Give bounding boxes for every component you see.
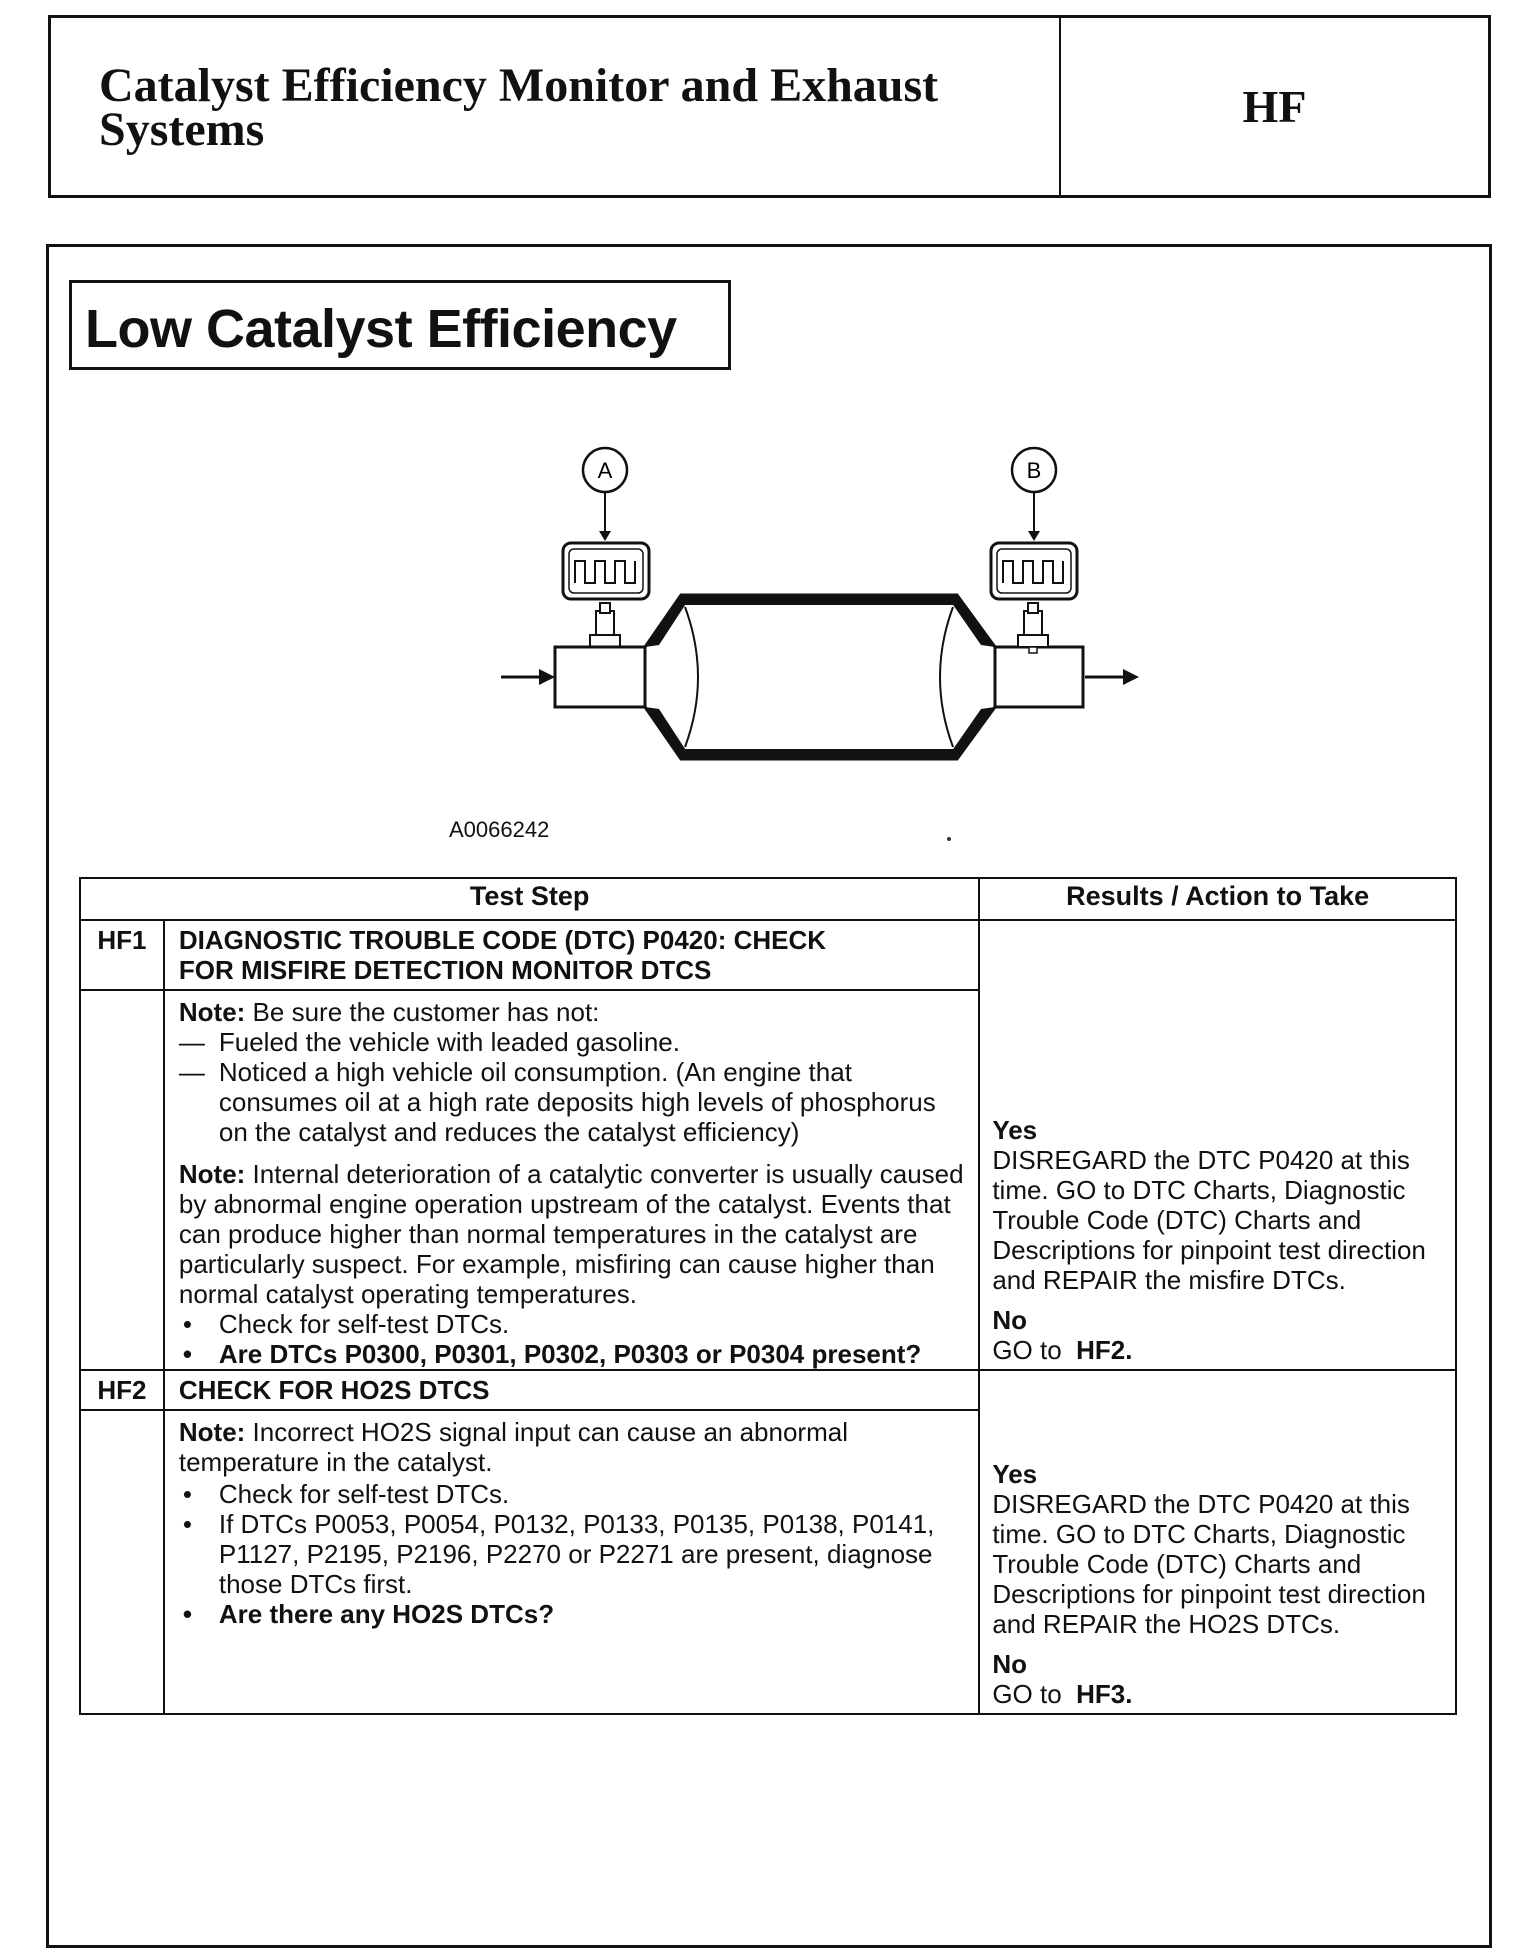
step-hf1-bullet: • Check for self-test DTCs. <box>182 1309 510 1339</box>
section-code: HF <box>1242 81 1307 132</box>
step-hf1-note2-label: Note: <box>178 1159 246 1189</box>
scan-speck <box>947 837 951 841</box>
step-hf2-question-text: Are there any HO2S DTCs? <box>218 1599 555 1629</box>
step-hf1-yes <box>992 1115 1451 1295</box>
step-hf2-no-go: GO to <box>992 1679 1062 1709</box>
inlet-pipe <box>555 647 645 707</box>
step-hf1-question-text: Are DTCs P0300, P0301, P0302, P0303 or P0304 present? <box>218 1339 922 1369</box>
main-content <box>46 244 1492 1948</box>
header-test-step: Test Step <box>80 878 979 920</box>
chapter-title-line1: Catalyst Efficiency Monitor and Exhaust <box>99 59 939 112</box>
table-header-row <box>80 878 1456 920</box>
catalytic-converter-diagram <box>449 427 1159 867</box>
step-hf1-question: • Are DTCs P0300, P0301, P0302, P0303 or P0304 present? <box>182 1339 922 1369</box>
step-hf1-content <box>164 990 979 1370</box>
step-hf1-no-go: GO to <box>992 1335 1062 1365</box>
step-hf1-yes-label: Yes <box>992 1115 1038 1145</box>
step-hf1-note2 <box>179 1159 964 1309</box>
step-hf1-no <box>992 1305 1451 1365</box>
step-hf1-bullet-text: Check for self-test DTCs. <box>218 1309 510 1339</box>
step-hf2-yes-text: DISREGARD the DTC P0420 at this time. GO to DTC Charts, Diagnostic Trouble Code (DTC) Charts and Descriptions for pinpoint test direction and REPAIR the HO2S DTCs. <box>992 1489 1426 1639</box>
step-hf1-code: HF1 <box>80 920 164 990</box>
step-hf2-code: HF2 <box>80 1370 164 1410</box>
step-hf1-title-row <box>80 920 1456 990</box>
step-hf1-title-line2: FOR MISFIRE DETECTION MONITOR DTCS <box>178 955 712 985</box>
step-hf1-no-target: HF2. <box>1076 1335 1133 1365</box>
step-hf1-yes-text: DISREGARD the DTC P0420 at this time. GO to DTC Charts, Diagnostic Trouble Code (DTC) Charts and Descriptions for pinpoint test direction and REPAIR the misfire DTCs. <box>992 1145 1426 1295</box>
diagnostic-table <box>79 877 1457 1715</box>
step-hf2-note-text: Incorrect HO2S signal input can cause an abnormal temperature in the catalyst. <box>178 1417 848 1477</box>
step-hf2-title: CHECK FOR HO2S DTCS <box>164 1370 979 1410</box>
section-title: Low Catalyst Efficiency <box>69 280 731 370</box>
step-hf2-note-label: Note: <box>178 1417 246 1447</box>
step-hf2-question: • Are there any HO2S DTCs? <box>182 1599 555 1629</box>
step-hf1-note1-text: Be sure the customer has not: <box>252 997 600 1027</box>
header-results: Results / Action to Take <box>979 878 1456 920</box>
label-b: B <box>1026 458 1042 483</box>
step-hf2-yes <box>992 1459 1451 1639</box>
chapter-title-line2: Systems <box>99 103 265 156</box>
step-hf2-bullet: • If DTCs P0053, P0054, P0132, P0133, P0135, P0138, P0141, P1127, P2195, P2196, P2270 or P2271 are present, diagnose those DTCs first. <box>179 1509 964 1599</box>
step-hf1-title-line1: DIAGNOSTIC TROUBLE CODE (DTC) P0420: CHECK <box>178 925 827 955</box>
step-hf1-note2-text: Internal deterioration of a catalytic converter is usually caused by abnormal engine operation upstream of the catalyst. Events that can produce higher than normal temperatures in the catalyst are particularly suspect. For example, misfiring can cause higher than normal catalyst operating temperatures. <box>178 1159 964 1309</box>
step-hf2-content <box>164 1410 979 1714</box>
step-hf1-note1-label: Note: <box>178 997 246 1027</box>
step-hf2-title-row <box>80 1370 1456 1410</box>
step-hf1-results <box>979 920 1456 1370</box>
step-hf2-no-text <box>992 1679 1451 1709</box>
figure-id: A0066242 <box>449 817 550 842</box>
step-hf2-no-target: HF3. <box>1076 1679 1133 1709</box>
step-hf2-no <box>992 1649 1451 1709</box>
step-hf1-title <box>164 920 979 990</box>
step-hf2-bullet-text: If DTCs P0053, P0054, P0132, P0133, P0135, P0138, P0141, P1127, P2195, P2196, P2270 or P2271 are present, diagnose those DTCs first. <box>218 1509 935 1599</box>
step-hf1-note1-item: — Fueled the vehicle with leaded gasoline. <box>178 1027 680 1057</box>
step-hf1-no-text <box>992 1335 1451 1365</box>
step-hf1-no-label: No <box>992 1305 1027 1335</box>
step-hf1-note1-item: — Noticed a high vehicle oil consumption. (An engine that consumes oil at a high rate deposits high levels of phosphorus on the catalyst and reduces the catalyst efficiency) <box>179 1057 964 1147</box>
step-hf2-code-blank <box>80 1410 164 1714</box>
page-header <box>48 15 1491 198</box>
step-hf2-note <box>179 1417 964 1477</box>
step-hf1-note1-item-text: Noticed a high vehicle oil consumption. (An engine that consumes oil at a high rate deposits high levels of phosphorus on the catalyst and reduces the catalyst efficiency) <box>218 1057 936 1147</box>
step-hf2-no-label: No <box>992 1649 1027 1679</box>
step-hf2-yes-label: Yes <box>992 1459 1038 1489</box>
step-hf1-note1-item-text: Fueled the vehicle with leaded gasoline. <box>218 1027 680 1057</box>
chapter-title <box>51 18 1061 195</box>
step-hf1-note1 <box>179 997 964 1147</box>
outlet-pipe <box>995 647 1083 707</box>
step-hf2-bullet: • Check for self-test DTCs. <box>182 1479 510 1509</box>
step-hf2-results <box>979 1370 1456 1714</box>
step-hf1-code-blank <box>80 990 164 1370</box>
label-a: A <box>597 458 613 483</box>
step-hf2-bullet-text: Check for self-test DTCs. <box>218 1479 510 1509</box>
